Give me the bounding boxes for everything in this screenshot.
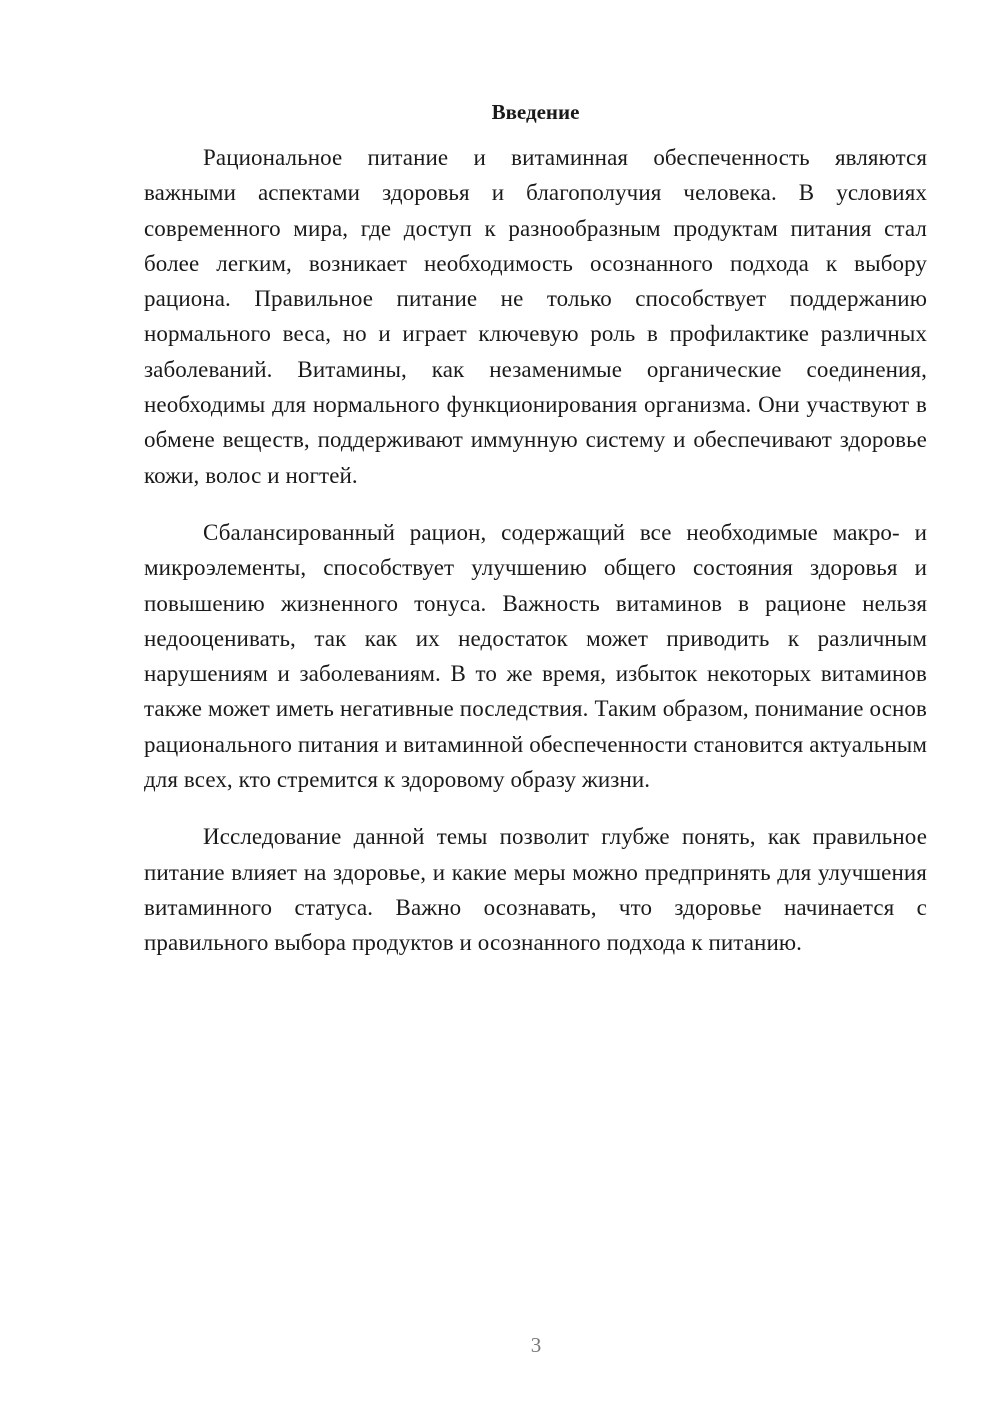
paragraph-1: Рациональное питание и витаминная обеспеченность являются важными аспектами здоровья и благополучия человека. В условиях современного мира, где доступ к разнообразным продуктам питания стал более легким, возникает необходимость осознанного подхода к выбору рациона. Правильное питание не только способствует поддержанию нормального веса, но и играет ключевую роль в профилактике различных заболеваний. Витамины, как незаменимые органические соединения, необходимы для нормального функционирования организма. Они участвуют в обмене веществ, поддерживают иммунную систему и обеспечивают здоровье кожи, волос и ногтей.	[144, 145, 927, 488]
paragraph-2: Сбалансированный рацион, содержащий все необходимые макро- и микроэлементы, способствует улучшению общего состояния здоровья и повышению жизненного тонуса. Важность витаминов в рационе нельзя недооценивать, так как их недостаток может приводить к различным нарушениям и заболеваниям. В то же время, избыток некоторых витаминов также может иметь негативные последствия. Таким образом, понимание основ рационального питания и витаминной обеспеченности становится актуальным для всех, кто стремится к здоровому образу жизни.	[144, 519, 927, 793]
page-number: 3	[530, 1333, 542, 1357]
page-content	[144, 96, 927, 983]
paragraph-3: Исследование данной темы позволит глубже понять, как правильное питание влияет на здоровье, и какие меры можно предпринять для улучшения витаминного статуса. Важно осознавать, что здоровье начинается с правильного выбора продуктов и осознанного подхода к питанию.	[144, 824, 927, 956]
page-title: Введение	[491, 100, 580, 124]
